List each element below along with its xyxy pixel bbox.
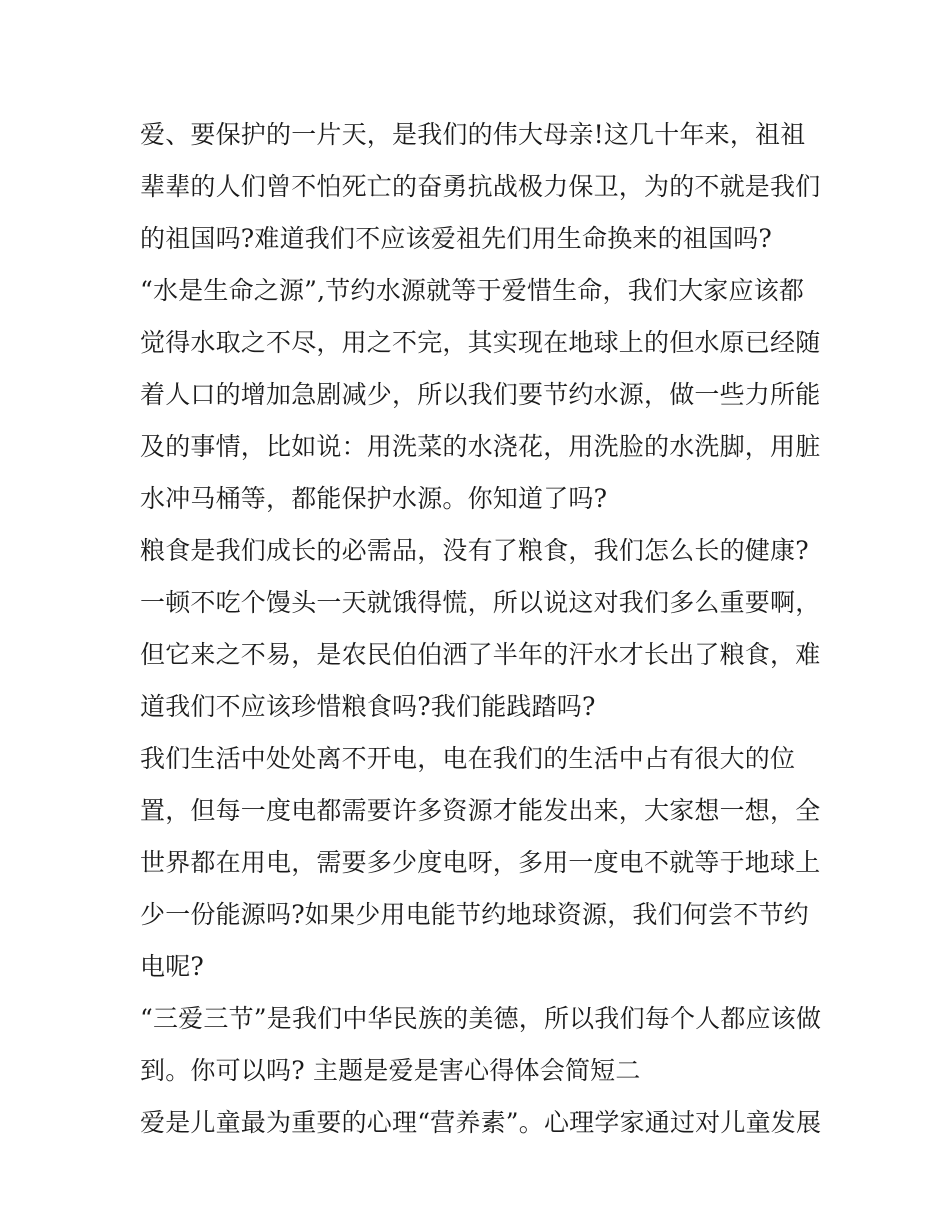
text-line: 少一份能源吗?如果少用电能节约地球资源，我们何尝不节约	[140, 900, 809, 929]
text-line: 道我们不应该珍惜粮食吗?我们能践踏吗?	[140, 692, 596, 721]
text-line: “三爱三节”是我们中华民族的美德，所以我们每个人都应该做	[140, 1004, 822, 1033]
text-line: 我们生活中处处离不开电，电在我们的生活中占有很大的位	[140, 744, 796, 773]
text-line: 电呢?	[140, 952, 205, 981]
document-body	[140, 109, 820, 1149]
text-line: “水是生命之源”,节约水源就等于爱惜生命，我们大家应该都	[140, 276, 805, 305]
text-line: 粮食是我们成长的必需品，没有了粮食，我们怎么长的健康?	[140, 536, 809, 565]
text-line: 及的事情，比如说：用洗菜的水浇花，用洗脸的水洗脚，用脏	[140, 432, 821, 461]
text-line: 着人口的增加急剧减少，所以我们要节约水源，做一些力所能	[140, 380, 821, 409]
text-line: 但它来之不易，是农民伯伯洒了半年的汗水才长出了粮食，难	[140, 640, 821, 669]
text-line: 置，但每一度电都需要许多资源才能发出来，大家想一想，全	[140, 796, 821, 825]
text-line: 到。你可以吗? 主题是爱是害心得体会简短二	[140, 1056, 641, 1085]
text-line: 觉得水取之不尽，用之不完，其实现在地球上的但水原已经随	[140, 328, 821, 357]
text-line: 的祖国吗?难道我们不应该爱祖先们用生命换来的祖国吗?	[140, 224, 773, 253]
text-line: 水冲马桶等，都能保护水源。你知道了吗?	[140, 484, 608, 513]
text-line: 爱、要保护的一片天，是我们的伟大母亲!这几十年来，祖祖	[140, 120, 806, 149]
text-line: 爱是儿童最为重要的心理“营养素”。心理学家通过对儿童发展	[140, 1108, 822, 1137]
text-line: 世界都在用电，需要多少度电呀，多用一度电不就等于地球上	[140, 848, 821, 877]
text-line: 辈辈的人们曾不怕死亡的奋勇抗战极力保卫，为的不就是我们	[140, 172, 821, 201]
text-line: 一顿不吃个馒头一天就饿得慌，所以说这对我们多么重要啊，	[140, 588, 821, 617]
